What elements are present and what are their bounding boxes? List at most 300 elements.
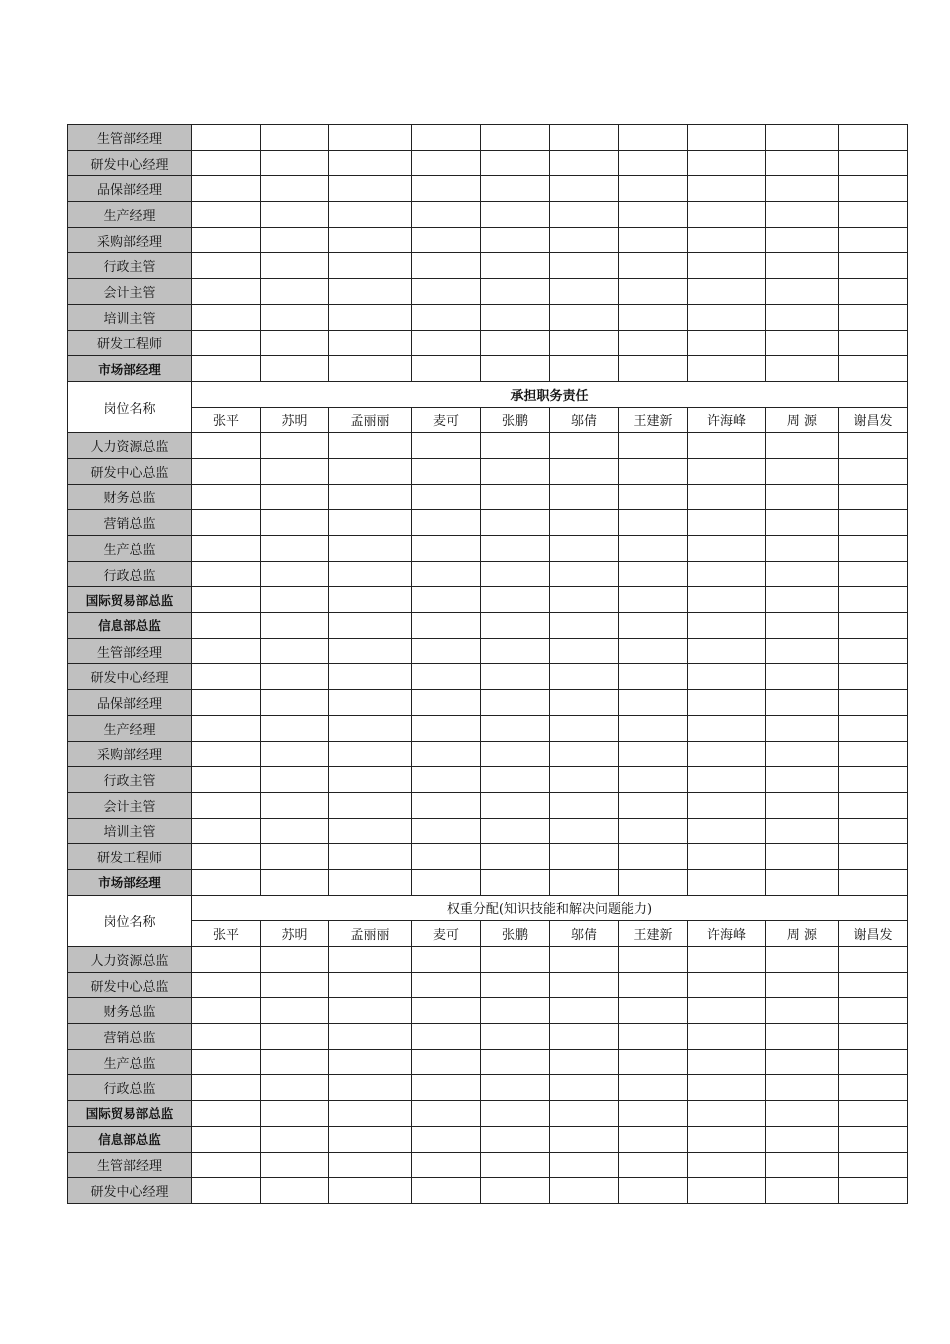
score-cell[interactable] xyxy=(412,561,481,587)
score-cell[interactable] xyxy=(261,1075,329,1101)
score-cell[interactable] xyxy=(329,972,412,998)
score-cell[interactable] xyxy=(192,279,261,305)
score-cell[interactable] xyxy=(688,202,766,228)
score-cell[interactable] xyxy=(261,227,329,253)
score-cell[interactable] xyxy=(688,1178,766,1204)
score-cell[interactable] xyxy=(688,125,766,151)
score-cell[interactable] xyxy=(619,253,688,279)
score-cell[interactable] xyxy=(839,304,908,330)
score-cell[interactable] xyxy=(192,844,261,870)
score-cell[interactable] xyxy=(329,869,412,895)
score-cell[interactable] xyxy=(192,510,261,536)
score-cell[interactable] xyxy=(481,972,550,998)
score-cell[interactable] xyxy=(619,664,688,690)
score-cell[interactable] xyxy=(412,253,481,279)
score-cell[interactable] xyxy=(619,125,688,151)
score-cell[interactable] xyxy=(766,715,839,741)
score-cell[interactable] xyxy=(412,484,481,510)
score-cell[interactable] xyxy=(550,664,619,690)
score-cell[interactable] xyxy=(766,690,839,716)
score-cell[interactable] xyxy=(261,638,329,664)
score-cell[interactable] xyxy=(412,125,481,151)
score-cell[interactable] xyxy=(412,715,481,741)
score-cell[interactable] xyxy=(412,510,481,536)
score-cell[interactable] xyxy=(688,587,766,613)
score-cell[interactable] xyxy=(619,279,688,305)
score-cell[interactable] xyxy=(688,176,766,202)
score-cell[interactable] xyxy=(619,227,688,253)
score-cell[interactable] xyxy=(550,304,619,330)
score-cell[interactable] xyxy=(766,536,839,562)
score-cell[interactable] xyxy=(412,587,481,613)
score-cell[interactable] xyxy=(481,818,550,844)
score-cell[interactable] xyxy=(481,1075,550,1101)
score-cell[interactable] xyxy=(550,202,619,228)
score-cell[interactable] xyxy=(329,458,412,484)
score-cell[interactable] xyxy=(412,792,481,818)
score-cell[interactable] xyxy=(192,1024,261,1050)
score-cell[interactable] xyxy=(688,561,766,587)
score-cell[interactable] xyxy=(766,818,839,844)
score-cell[interactable] xyxy=(481,998,550,1024)
score-cell[interactable] xyxy=(550,484,619,510)
score-cell[interactable] xyxy=(412,947,481,973)
score-cell[interactable] xyxy=(619,972,688,998)
score-cell[interactable] xyxy=(412,1049,481,1075)
score-cell[interactable] xyxy=(412,433,481,459)
score-cell[interactable] xyxy=(766,792,839,818)
score-cell[interactable] xyxy=(619,433,688,459)
score-cell[interactable] xyxy=(839,484,908,510)
score-cell[interactable] xyxy=(481,1024,550,1050)
score-cell[interactable] xyxy=(550,253,619,279)
score-cell[interactable] xyxy=(766,150,839,176)
score-cell[interactable] xyxy=(329,561,412,587)
score-cell[interactable] xyxy=(481,304,550,330)
score-cell[interactable] xyxy=(839,536,908,562)
score-cell[interactable] xyxy=(619,792,688,818)
score-cell[interactable] xyxy=(481,227,550,253)
score-cell[interactable] xyxy=(839,227,908,253)
score-cell[interactable] xyxy=(619,304,688,330)
score-cell[interactable] xyxy=(481,1152,550,1178)
score-cell[interactable] xyxy=(481,947,550,973)
score-cell[interactable] xyxy=(192,330,261,356)
score-cell[interactable] xyxy=(839,1024,908,1050)
score-cell[interactable] xyxy=(619,767,688,793)
score-cell[interactable] xyxy=(688,972,766,998)
score-cell[interactable] xyxy=(550,947,619,973)
score-cell[interactable] xyxy=(839,638,908,664)
score-cell[interactable] xyxy=(550,998,619,1024)
score-cell[interactable] xyxy=(766,972,839,998)
score-cell[interactable] xyxy=(619,844,688,870)
score-cell[interactable] xyxy=(412,330,481,356)
score-cell[interactable] xyxy=(329,792,412,818)
score-cell[interactable] xyxy=(192,536,261,562)
score-cell[interactable] xyxy=(839,869,908,895)
score-cell[interactable] xyxy=(412,150,481,176)
score-cell[interactable] xyxy=(261,458,329,484)
score-cell[interactable] xyxy=(412,690,481,716)
score-cell[interactable] xyxy=(619,484,688,510)
score-cell[interactable] xyxy=(550,613,619,639)
score-cell[interactable] xyxy=(550,1178,619,1204)
score-cell[interactable] xyxy=(839,1178,908,1204)
score-cell[interactable] xyxy=(261,433,329,459)
score-cell[interactable] xyxy=(192,1101,261,1127)
score-cell[interactable] xyxy=(261,690,329,716)
score-cell[interactable] xyxy=(550,741,619,767)
score-cell[interactable] xyxy=(261,1178,329,1204)
score-cell[interactable] xyxy=(412,1101,481,1127)
score-cell[interactable] xyxy=(329,613,412,639)
score-cell[interactable] xyxy=(619,613,688,639)
score-cell[interactable] xyxy=(329,1075,412,1101)
score-cell[interactable] xyxy=(261,1152,329,1178)
score-cell[interactable] xyxy=(619,741,688,767)
score-cell[interactable] xyxy=(261,844,329,870)
score-cell[interactable] xyxy=(481,715,550,741)
score-cell[interactable] xyxy=(261,998,329,1024)
score-cell[interactable] xyxy=(412,1075,481,1101)
score-cell[interactable] xyxy=(688,484,766,510)
score-cell[interactable] xyxy=(550,125,619,151)
score-cell[interactable] xyxy=(192,767,261,793)
score-cell[interactable] xyxy=(688,715,766,741)
score-cell[interactable] xyxy=(550,227,619,253)
score-cell[interactable] xyxy=(412,202,481,228)
score-cell[interactable] xyxy=(550,1024,619,1050)
score-cell[interactable] xyxy=(481,150,550,176)
score-cell[interactable] xyxy=(766,998,839,1024)
score-cell[interactable] xyxy=(839,356,908,382)
score-cell[interactable] xyxy=(619,1126,688,1152)
score-cell[interactable] xyxy=(619,818,688,844)
score-cell[interactable] xyxy=(412,176,481,202)
score-cell[interactable] xyxy=(412,536,481,562)
score-cell[interactable] xyxy=(619,690,688,716)
score-cell[interactable] xyxy=(329,125,412,151)
score-cell[interactable] xyxy=(481,664,550,690)
score-cell[interactable] xyxy=(329,1178,412,1204)
score-cell[interactable] xyxy=(550,690,619,716)
score-cell[interactable] xyxy=(550,510,619,536)
score-cell[interactable] xyxy=(688,510,766,536)
score-cell[interactable] xyxy=(619,1024,688,1050)
score-cell[interactable] xyxy=(839,150,908,176)
score-cell[interactable] xyxy=(192,433,261,459)
score-cell[interactable] xyxy=(619,202,688,228)
score-cell[interactable] xyxy=(688,536,766,562)
score-cell[interactable] xyxy=(412,304,481,330)
score-cell[interactable] xyxy=(481,484,550,510)
score-cell[interactable] xyxy=(688,998,766,1024)
score-cell[interactable] xyxy=(481,1101,550,1127)
score-cell[interactable] xyxy=(412,869,481,895)
score-cell[interactable] xyxy=(766,510,839,536)
score-cell[interactable] xyxy=(766,279,839,305)
score-cell[interactable] xyxy=(261,304,329,330)
score-cell[interactable] xyxy=(688,1101,766,1127)
score-cell[interactable] xyxy=(839,792,908,818)
score-cell[interactable] xyxy=(839,433,908,459)
score-cell[interactable] xyxy=(839,1126,908,1152)
score-cell[interactable] xyxy=(619,458,688,484)
score-cell[interactable] xyxy=(192,792,261,818)
score-cell[interactable] xyxy=(688,767,766,793)
score-cell[interactable] xyxy=(619,1049,688,1075)
score-cell[interactable] xyxy=(839,125,908,151)
score-cell[interactable] xyxy=(550,792,619,818)
score-cell[interactable] xyxy=(619,536,688,562)
score-cell[interactable] xyxy=(192,947,261,973)
score-cell[interactable] xyxy=(550,356,619,382)
score-cell[interactable] xyxy=(192,715,261,741)
score-cell[interactable] xyxy=(481,279,550,305)
score-cell[interactable] xyxy=(688,792,766,818)
score-cell[interactable] xyxy=(481,1178,550,1204)
score-cell[interactable] xyxy=(550,818,619,844)
score-cell[interactable] xyxy=(261,253,329,279)
score-cell[interactable] xyxy=(550,458,619,484)
score-cell[interactable] xyxy=(550,176,619,202)
score-cell[interactable] xyxy=(412,818,481,844)
score-cell[interactable] xyxy=(839,947,908,973)
score-cell[interactable] xyxy=(550,972,619,998)
score-cell[interactable] xyxy=(688,638,766,664)
score-cell[interactable] xyxy=(329,150,412,176)
score-cell[interactable] xyxy=(412,1152,481,1178)
score-cell[interactable] xyxy=(329,818,412,844)
score-cell[interactable] xyxy=(550,844,619,870)
score-cell[interactable] xyxy=(329,1024,412,1050)
score-cell[interactable] xyxy=(261,1049,329,1075)
score-cell[interactable] xyxy=(192,561,261,587)
score-cell[interactable] xyxy=(839,818,908,844)
score-cell[interactable] xyxy=(481,536,550,562)
score-cell[interactable] xyxy=(329,947,412,973)
score-cell[interactable] xyxy=(329,1101,412,1127)
score-cell[interactable] xyxy=(192,1075,261,1101)
score-cell[interactable] xyxy=(550,1049,619,1075)
score-cell[interactable] xyxy=(192,1049,261,1075)
score-cell[interactable] xyxy=(619,715,688,741)
score-cell[interactable] xyxy=(481,792,550,818)
score-cell[interactable] xyxy=(329,330,412,356)
score-cell[interactable] xyxy=(412,844,481,870)
score-cell[interactable] xyxy=(766,176,839,202)
score-cell[interactable] xyxy=(329,176,412,202)
score-cell[interactable] xyxy=(481,690,550,716)
score-cell[interactable] xyxy=(261,356,329,382)
score-cell[interactable] xyxy=(688,356,766,382)
score-cell[interactable] xyxy=(619,150,688,176)
score-cell[interactable] xyxy=(619,330,688,356)
score-cell[interactable] xyxy=(839,690,908,716)
score-cell[interactable] xyxy=(766,1152,839,1178)
score-cell[interactable] xyxy=(481,510,550,536)
score-cell[interactable] xyxy=(329,715,412,741)
score-cell[interactable] xyxy=(619,947,688,973)
score-cell[interactable] xyxy=(329,998,412,1024)
score-cell[interactable] xyxy=(412,638,481,664)
score-cell[interactable] xyxy=(481,1049,550,1075)
score-cell[interactable] xyxy=(329,1126,412,1152)
score-cell[interactable] xyxy=(192,150,261,176)
score-cell[interactable] xyxy=(412,356,481,382)
score-cell[interactable] xyxy=(550,279,619,305)
score-cell[interactable] xyxy=(839,972,908,998)
score-cell[interactable] xyxy=(619,510,688,536)
score-cell[interactable] xyxy=(412,767,481,793)
score-cell[interactable] xyxy=(766,741,839,767)
score-cell[interactable] xyxy=(481,253,550,279)
score-cell[interactable] xyxy=(766,869,839,895)
score-cell[interactable] xyxy=(192,638,261,664)
score-cell[interactable] xyxy=(412,998,481,1024)
score-cell[interactable] xyxy=(839,330,908,356)
score-cell[interactable] xyxy=(329,433,412,459)
score-cell[interactable] xyxy=(261,330,329,356)
score-cell[interactable] xyxy=(766,227,839,253)
score-cell[interactable] xyxy=(619,1178,688,1204)
score-cell[interactable] xyxy=(261,869,329,895)
score-cell[interactable] xyxy=(261,613,329,639)
score-cell[interactable] xyxy=(192,176,261,202)
score-cell[interactable] xyxy=(550,869,619,895)
score-cell[interactable] xyxy=(412,613,481,639)
score-cell[interactable] xyxy=(688,869,766,895)
score-cell[interactable] xyxy=(412,279,481,305)
score-cell[interactable] xyxy=(619,561,688,587)
score-cell[interactable] xyxy=(766,1075,839,1101)
score-cell[interactable] xyxy=(261,1024,329,1050)
score-cell[interactable] xyxy=(839,844,908,870)
score-cell[interactable] xyxy=(619,176,688,202)
score-cell[interactable] xyxy=(261,561,329,587)
score-cell[interactable] xyxy=(192,227,261,253)
score-cell[interactable] xyxy=(261,972,329,998)
score-cell[interactable] xyxy=(550,433,619,459)
score-cell[interactable] xyxy=(688,279,766,305)
score-cell[interactable] xyxy=(839,998,908,1024)
score-cell[interactable] xyxy=(766,330,839,356)
score-cell[interactable] xyxy=(619,1101,688,1127)
score-cell[interactable] xyxy=(329,1049,412,1075)
score-cell[interactable] xyxy=(688,304,766,330)
score-cell[interactable] xyxy=(839,510,908,536)
score-cell[interactable] xyxy=(261,1101,329,1127)
score-cell[interactable] xyxy=(481,176,550,202)
score-cell[interactable] xyxy=(839,458,908,484)
score-cell[interactable] xyxy=(550,561,619,587)
score-cell[interactable] xyxy=(839,253,908,279)
score-cell[interactable] xyxy=(766,561,839,587)
score-cell[interactable] xyxy=(329,356,412,382)
score-cell[interactable] xyxy=(766,484,839,510)
score-cell[interactable] xyxy=(329,741,412,767)
score-cell[interactable] xyxy=(481,638,550,664)
score-cell[interactable] xyxy=(688,227,766,253)
score-cell[interactable] xyxy=(688,1126,766,1152)
score-cell[interactable] xyxy=(688,1152,766,1178)
score-cell[interactable] xyxy=(688,818,766,844)
score-cell[interactable] xyxy=(839,741,908,767)
score-cell[interactable] xyxy=(839,1101,908,1127)
score-cell[interactable] xyxy=(481,1126,550,1152)
score-cell[interactable] xyxy=(550,536,619,562)
score-cell[interactable] xyxy=(619,356,688,382)
score-cell[interactable] xyxy=(766,1178,839,1204)
score-cell[interactable] xyxy=(261,664,329,690)
score-cell[interactable] xyxy=(839,1152,908,1178)
score-cell[interactable] xyxy=(329,227,412,253)
score-cell[interactable] xyxy=(192,484,261,510)
score-cell[interactable] xyxy=(688,1024,766,1050)
score-cell[interactable] xyxy=(766,587,839,613)
score-cell[interactable] xyxy=(550,638,619,664)
score-cell[interactable] xyxy=(619,998,688,1024)
score-cell[interactable] xyxy=(192,304,261,330)
score-cell[interactable] xyxy=(412,227,481,253)
score-cell[interactable] xyxy=(688,253,766,279)
score-cell[interactable] xyxy=(261,947,329,973)
score-cell[interactable] xyxy=(766,947,839,973)
score-cell[interactable] xyxy=(766,253,839,279)
score-cell[interactable] xyxy=(192,202,261,228)
score-cell[interactable] xyxy=(766,1024,839,1050)
score-cell[interactable] xyxy=(261,484,329,510)
score-cell[interactable] xyxy=(192,869,261,895)
score-cell[interactable] xyxy=(766,664,839,690)
score-cell[interactable] xyxy=(481,433,550,459)
score-cell[interactable] xyxy=(192,1152,261,1178)
score-cell[interactable] xyxy=(192,125,261,151)
score-cell[interactable] xyxy=(766,638,839,664)
score-cell[interactable] xyxy=(261,202,329,228)
score-cell[interactable] xyxy=(412,972,481,998)
score-cell[interactable] xyxy=(412,1178,481,1204)
score-cell[interactable] xyxy=(329,638,412,664)
score-cell[interactable] xyxy=(688,947,766,973)
score-cell[interactable] xyxy=(192,818,261,844)
score-cell[interactable] xyxy=(550,330,619,356)
score-cell[interactable] xyxy=(550,767,619,793)
score-cell[interactable] xyxy=(766,1049,839,1075)
score-cell[interactable] xyxy=(481,767,550,793)
score-cell[interactable] xyxy=(481,741,550,767)
score-cell[interactable] xyxy=(412,664,481,690)
score-cell[interactable] xyxy=(192,356,261,382)
score-cell[interactable] xyxy=(619,1075,688,1101)
score-cell[interactable] xyxy=(261,125,329,151)
score-cell[interactable] xyxy=(839,176,908,202)
score-cell[interactable] xyxy=(619,869,688,895)
score-cell[interactable] xyxy=(192,972,261,998)
score-cell[interactable] xyxy=(839,664,908,690)
score-cell[interactable] xyxy=(261,1126,329,1152)
score-cell[interactable] xyxy=(329,844,412,870)
score-cell[interactable] xyxy=(550,1101,619,1127)
score-cell[interactable] xyxy=(688,664,766,690)
score-cell[interactable] xyxy=(412,741,481,767)
score-cell[interactable] xyxy=(329,279,412,305)
score-cell[interactable] xyxy=(261,150,329,176)
score-cell[interactable] xyxy=(766,125,839,151)
score-cell[interactable] xyxy=(550,1075,619,1101)
score-cell[interactable] xyxy=(192,741,261,767)
